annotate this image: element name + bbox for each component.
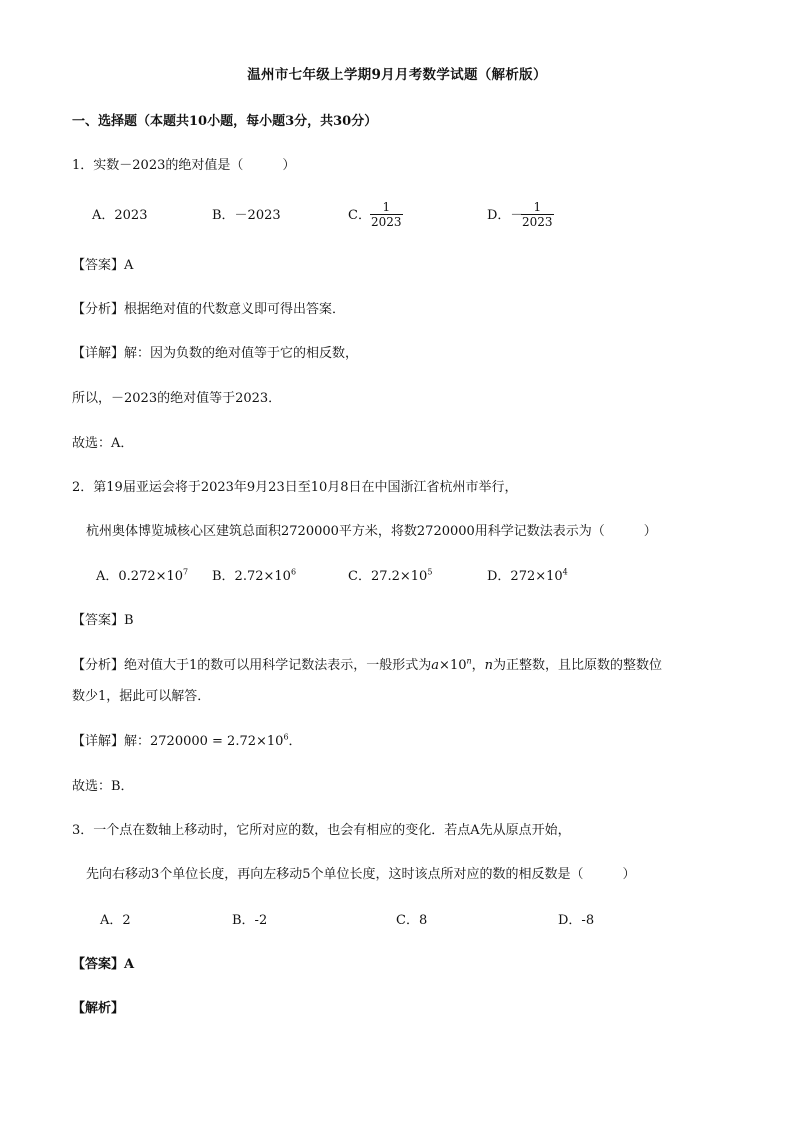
q3-option-a: A．2 bbox=[100, 913, 131, 928]
q1-option-c-fraction bbox=[370, 200, 403, 229]
q3-answer: 【答案】A bbox=[72, 957, 135, 972]
q2-option-c: C．$27.2\times 10^5$ bbox=[348, 567, 433, 584]
q2-option-d: D．$272\times 10^4$ bbox=[487, 567, 568, 584]
q1-option-b: B．－2023 bbox=[212, 208, 281, 223]
fraction-numerator: 1 bbox=[533, 200, 542, 214]
q1-detail: 【详解】解：因为负数的绝对值等于它的相反数， bbox=[72, 346, 359, 361]
question-2-stem-line-2: 杭州奥体博览城核心区建筑总面积2720000平方米，将数2720000用科学记数法表示为（ ） bbox=[86, 524, 657, 539]
q2-option-a: A．$0.272\times 10^7$ bbox=[96, 567, 189, 584]
question-1-stem: 1．实数－2023的绝对值是（ ） bbox=[72, 158, 296, 173]
fraction-denominator: 2023 bbox=[371, 215, 402, 229]
q2-answer: 【答案】B bbox=[72, 613, 134, 628]
fraction-denominator: 2023 bbox=[522, 215, 553, 229]
q1-answer: 【答案】A bbox=[72, 258, 134, 273]
section-heading: 一、选择题（本题共10小题，每小题3分，共30分） bbox=[72, 114, 378, 129]
page-title: 温州市七年级上学期9月月考数学试题（解析版） bbox=[247, 67, 547, 83]
q1-option-c-label: C． bbox=[348, 208, 371, 223]
q2-option-b: B．$2.72\times 10^6$ bbox=[212, 567, 297, 584]
q1-choose: 故选：A． bbox=[72, 436, 134, 451]
question-2-stem-line-1: 2．第19届亚运会将于2023年9月23日至10月8日在中国浙江省杭州市举行， bbox=[72, 480, 518, 495]
fraction-numerator: 1 bbox=[382, 200, 391, 214]
q2-analysis-line-1: 【分析】绝对值大于1的数可以用科学记数法表示，一般形式为$a\times 10^n$，n为正整数，且比原数的整数位 bbox=[72, 656, 663, 673]
q3-option-b: B．-2 bbox=[232, 913, 268, 928]
q2-choose: 故选：B． bbox=[72, 779, 134, 794]
q3-option-c: C．8 bbox=[396, 913, 428, 928]
q1-analysis: 【分析】根据绝对值的代数意义即可得出答案． bbox=[72, 302, 346, 317]
q3-analysis: 【解析】 bbox=[72, 1001, 125, 1016]
q1-option-d-fraction bbox=[521, 200, 554, 229]
q2-analysis-line-2: 数少1，据此可以解答． bbox=[72, 689, 211, 704]
question-3-stem-line-2: 先向右移动3个单位长度，再向左移动5个单位长度，这时该点所对应的数的相反数是（ ） bbox=[86, 867, 636, 882]
q1-option-a: A．2023 bbox=[92, 208, 148, 223]
q3-option-d: D．-8 bbox=[558, 913, 595, 928]
q2-detail: 【详解】解：$2720000 = 2.72\times 10^6$． bbox=[72, 732, 302, 749]
question-3-stem-line-1: 3．一个点在数轴上移动时，它所对应的数，也会有相应的变化．若点A先从原点开始， bbox=[72, 823, 571, 838]
q1-option-d-label: D．－ bbox=[487, 208, 524, 223]
q1-detail-2: 所以，－2023的绝对值等于2023． bbox=[72, 391, 282, 406]
